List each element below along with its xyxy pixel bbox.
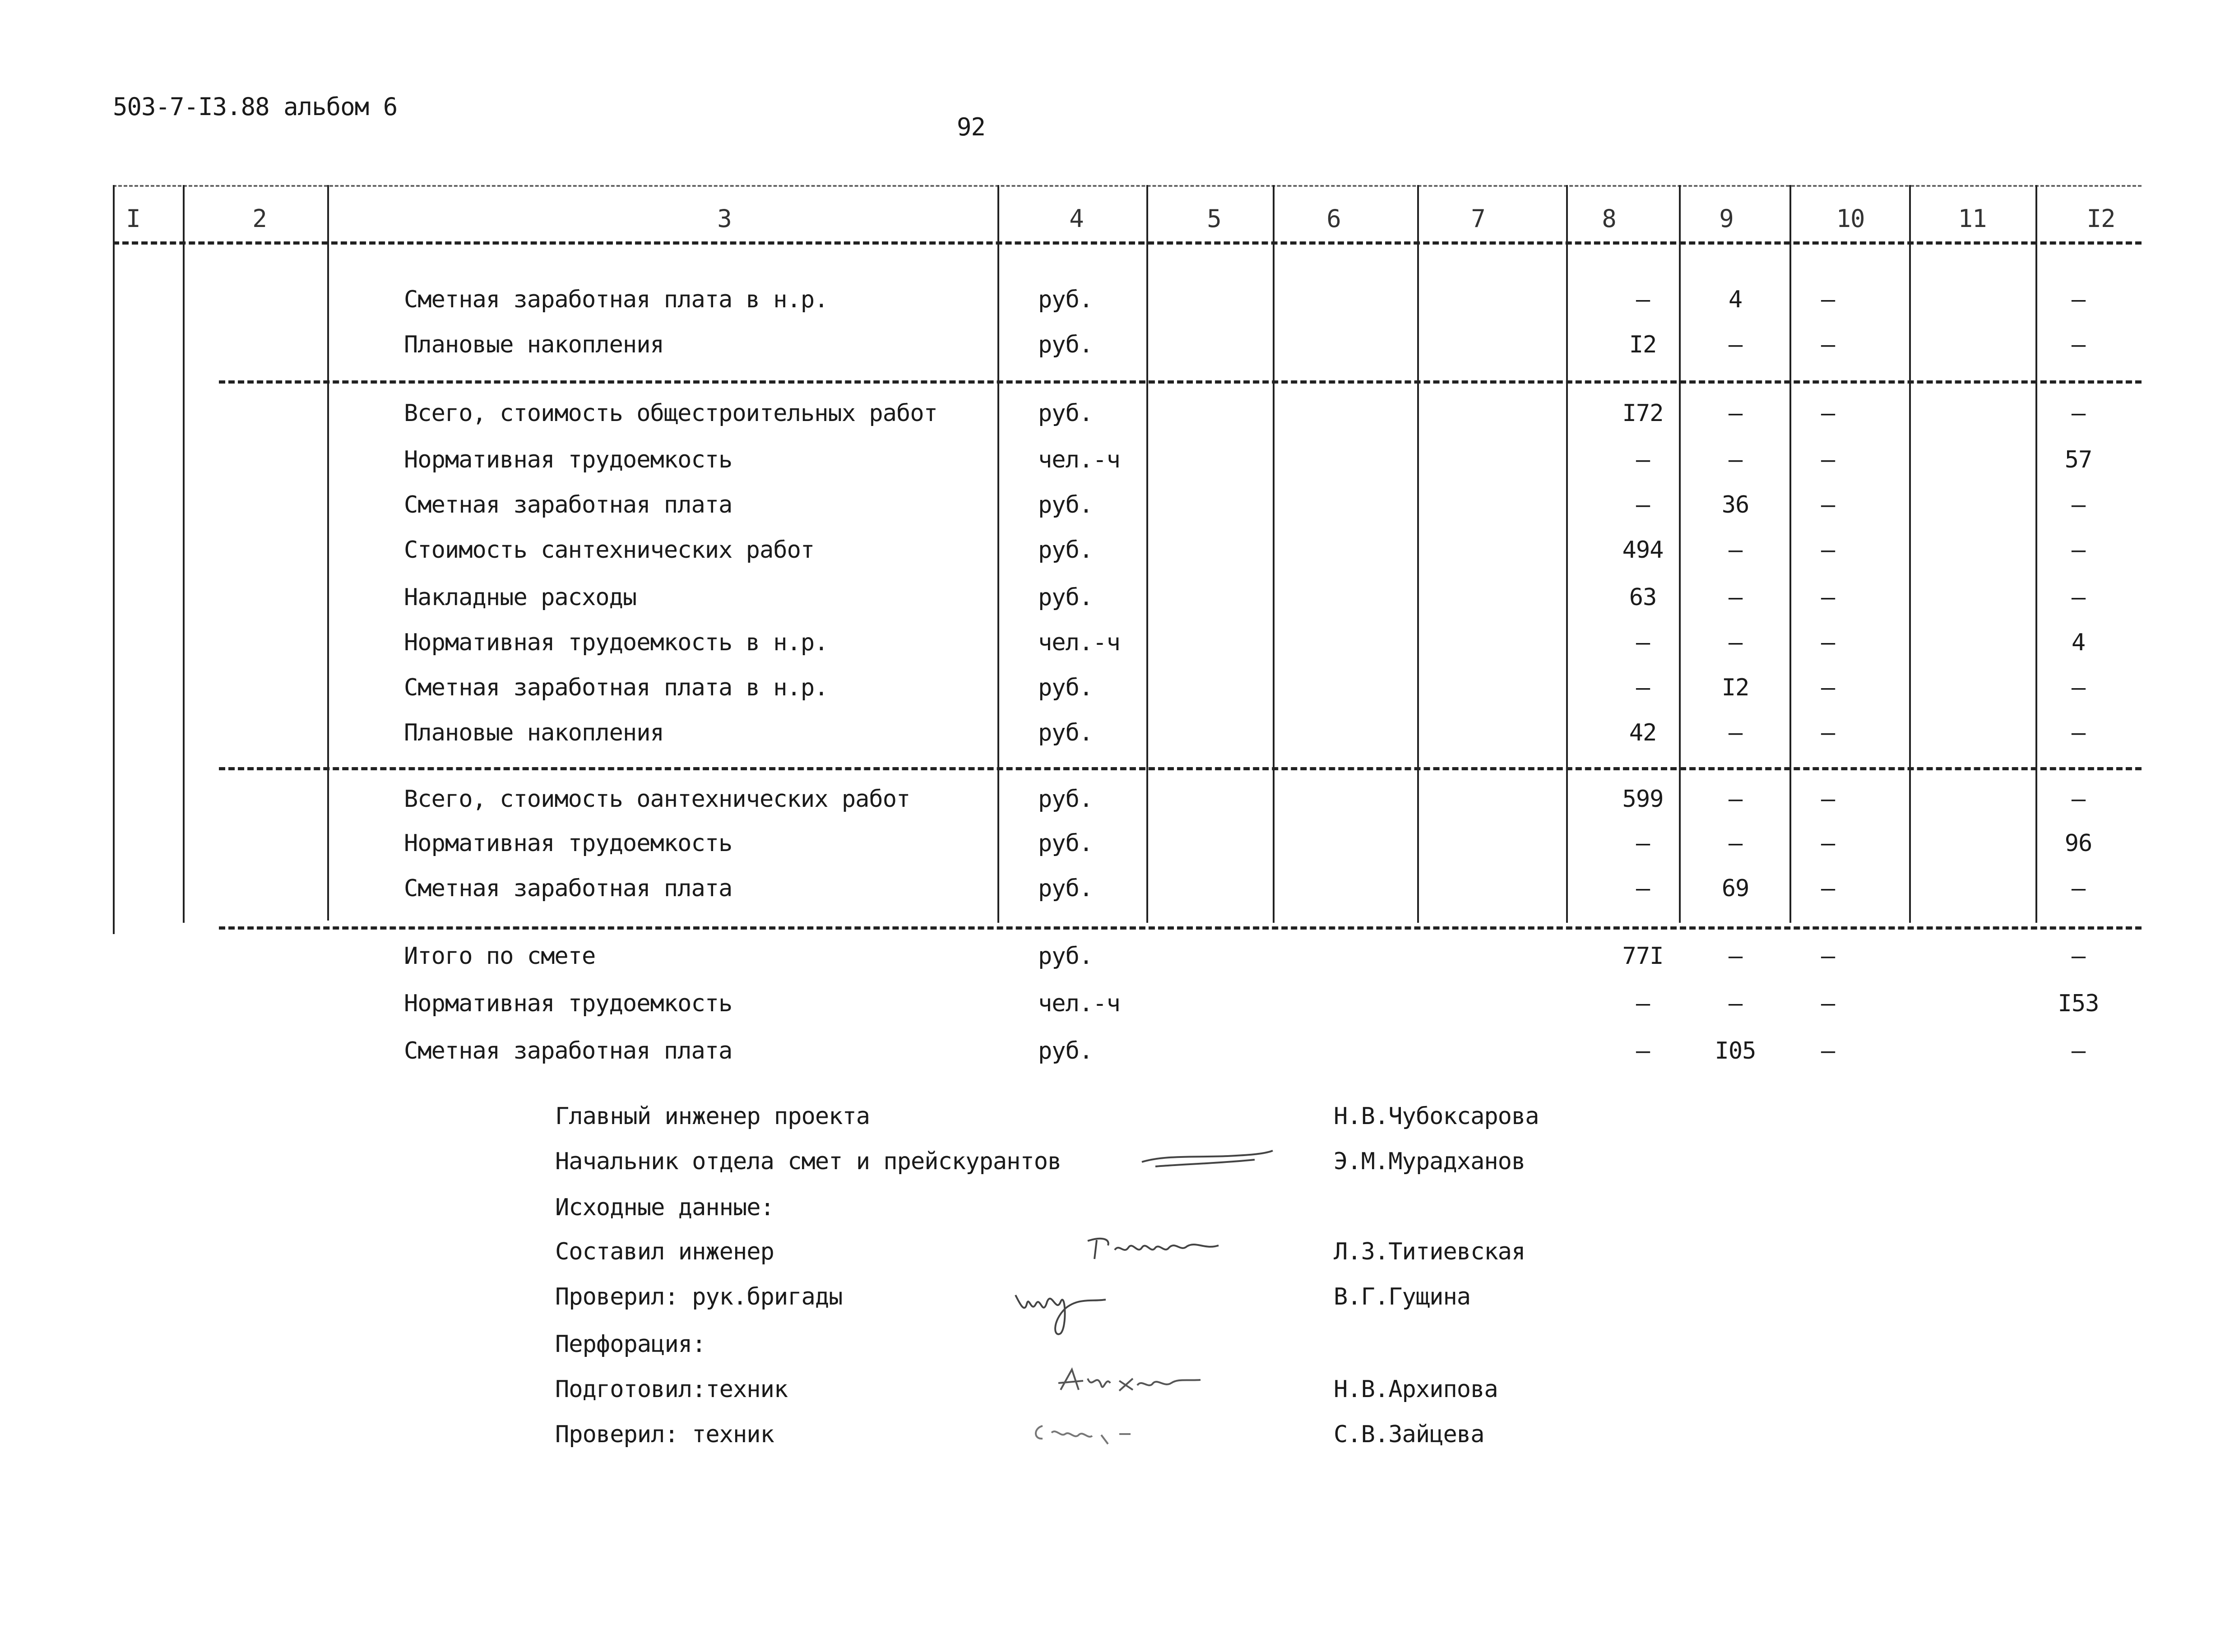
cell-col-9: – — [1728, 719, 1743, 746]
table-row — [0, 877, 2239, 908]
cell-col-8: 42 — [1629, 719, 1657, 746]
cell-col-12: – — [2071, 943, 2086, 970]
handwritten-signature — [1011, 1277, 1119, 1340]
table-row — [0, 631, 2239, 662]
cell-col-9: – — [1728, 446, 1743, 473]
row-name: Сметная заработная плата — [404, 875, 732, 902]
signature-name: Н.В.Архипова — [1334, 1376, 1498, 1403]
cell-col-8: – — [1636, 875, 1650, 902]
table-row — [0, 448, 2239, 480]
cell-col-12: 96 — [2064, 830, 2092, 857]
page-number: 92 — [957, 113, 986, 141]
cell-col-8: – — [1636, 446, 1650, 473]
row-name: Сметная заработная плата — [404, 1037, 732, 1064]
row-name: Сметная заработная плата в н.р. — [404, 674, 828, 701]
cell-col-10: – — [1821, 400, 1835, 427]
cell-col-9: – — [1728, 584, 1743, 611]
column-number-8: 8 — [1602, 204, 1616, 233]
header-separator — [113, 241, 2142, 245]
signature-name: С.В.Зайцева — [1334, 1421, 1484, 1448]
row-unit: руб. — [1038, 786, 1093, 813]
table-row — [0, 493, 2239, 525]
handwritten-signature — [1029, 1417, 1137, 1448]
cell-col-9: I2 — [1721, 674, 1749, 701]
table-row — [0, 288, 2239, 319]
row-unit: руб. — [1038, 537, 1093, 564]
cell-col-10: – — [1821, 537, 1835, 564]
column-number-2: 2 — [252, 204, 267, 233]
cell-col-8: 599 — [1622, 786, 1664, 813]
cell-col-12: – — [2071, 491, 2086, 518]
table-row — [0, 787, 2239, 819]
column-number-12: I2 — [2086, 204, 2115, 233]
signature-name: Н.В.Чубоксарова — [1334, 1103, 1539, 1130]
cell-col-8: – — [1636, 629, 1650, 656]
cell-col-9: – — [1728, 537, 1743, 564]
row-name: Плановые накопления — [404, 331, 664, 358]
cell-col-12: – — [2071, 786, 2086, 813]
cell-col-10: – — [1821, 719, 1835, 746]
cell-col-10: – — [1821, 629, 1835, 656]
cell-col-12: – — [2071, 537, 2086, 564]
row-name: Нормативная трудоемкость — [404, 830, 732, 857]
row-unit: руб. — [1038, 331, 1093, 358]
cell-col-9: I05 — [1715, 1037, 1756, 1064]
cell-col-9: – — [1728, 629, 1743, 656]
row-name: Сметная заработная плата — [404, 491, 732, 518]
cell-col-8: – — [1636, 990, 1650, 1017]
row-unit: руб. — [1038, 286, 1093, 313]
cell-col-10: – — [1821, 943, 1835, 970]
signature-label: Проверил: техник — [555, 1421, 774, 1448]
cell-col-9: – — [1728, 943, 1743, 970]
signature-label: Проверил: рук.бригады — [555, 1283, 843, 1310]
row-unit: чел.-ч — [1038, 629, 1120, 656]
cell-col-9: – — [1728, 990, 1743, 1017]
column-number-1: I — [126, 204, 140, 233]
cell-col-10: – — [1821, 990, 1835, 1017]
section-separator — [219, 380, 2142, 384]
column-number-4: 4 — [1069, 204, 1084, 233]
row-unit: руб. — [1038, 875, 1093, 902]
signature-label: Перфорация: — [555, 1331, 706, 1358]
cell-col-12: 57 — [2064, 446, 2092, 473]
cell-col-10: – — [1821, 1037, 1835, 1064]
row-unit: руб. — [1038, 719, 1093, 746]
section-separator — [219, 926, 2142, 930]
signature-label: Составил инженер — [555, 1238, 774, 1265]
handwritten-signature — [1137, 1142, 1282, 1178]
cell-col-12: – — [2071, 875, 2086, 902]
cell-col-12: – — [2071, 286, 2086, 313]
table-row — [0, 832, 2239, 863]
column-number-7: 7 — [1471, 204, 1485, 233]
table-row — [0, 333, 2239, 365]
cell-col-12: – — [2071, 719, 2086, 746]
signature-name: Э.М.Мурадханов — [1334, 1148, 1525, 1175]
cell-col-8: I72 — [1622, 400, 1664, 427]
cell-col-10: – — [1821, 286, 1835, 313]
row-unit: руб. — [1038, 400, 1093, 427]
cell-col-8: I2 — [1629, 331, 1657, 358]
cell-col-8: – — [1636, 674, 1650, 701]
row-name: Всего, стоимость общестроительных работ — [404, 400, 937, 427]
cell-col-10: – — [1821, 830, 1835, 857]
row-name: Итого по смете — [404, 943, 596, 970]
signature-label: Начальник отдела смет и прейскурантов — [555, 1148, 1062, 1175]
cell-col-10: – — [1821, 331, 1835, 358]
row-name: Стоимость сантехнических работ — [404, 537, 815, 564]
table-row — [0, 992, 2239, 1023]
table-row — [0, 586, 2239, 617]
row-name: Накладные расходы — [404, 584, 637, 611]
cell-col-9: – — [1728, 331, 1743, 358]
cell-col-8: 77I — [1622, 943, 1664, 970]
cell-col-12: – — [2071, 400, 2086, 427]
cell-col-12: – — [2071, 584, 2086, 611]
signature-label: Главный инженер проекта — [555, 1103, 870, 1130]
cell-col-9: 69 — [1721, 875, 1749, 902]
column-number-5: 5 — [1207, 204, 1221, 233]
signature-label: Подготовил:техник — [555, 1376, 788, 1403]
column-number-11: 11 — [1958, 204, 1987, 233]
table-row — [0, 944, 2239, 976]
cell-col-10: – — [1821, 674, 1835, 701]
cell-col-8: – — [1636, 286, 1650, 313]
row-name: Всего, стоимость оантехнических работ — [404, 786, 910, 813]
column-number-6: 6 — [1326, 204, 1341, 233]
cell-col-9: 36 — [1721, 491, 1749, 518]
cell-col-9: – — [1728, 786, 1743, 813]
column-number-9: 9 — [1719, 204, 1734, 233]
row-unit: чел.-ч — [1038, 446, 1120, 473]
row-unit: руб. — [1038, 943, 1093, 970]
cell-col-12: – — [2071, 674, 2086, 701]
cell-col-12: – — [2071, 1037, 2086, 1064]
cell-col-10: – — [1821, 584, 1835, 611]
table-row — [0, 676, 2239, 708]
row-name: Сметная заработная плата в н.р. — [404, 286, 828, 313]
cell-col-8: – — [1636, 491, 1650, 518]
table-row — [0, 721, 2239, 753]
cell-col-10: – — [1821, 786, 1835, 813]
row-name: Нормативная трудоемкость — [404, 446, 732, 473]
document-code: 503-7-I3.88 альбом 6 — [113, 93, 398, 121]
cell-col-10: – — [1821, 446, 1835, 473]
cell-col-9: – — [1728, 830, 1743, 857]
cell-col-8: 494 — [1622, 537, 1664, 564]
handwritten-signature — [1083, 1227, 1232, 1268]
cell-col-10: – — [1821, 491, 1835, 518]
cell-col-8: – — [1636, 830, 1650, 857]
column-number-10: 10 — [1836, 204, 1865, 233]
row-unit: руб. — [1038, 584, 1093, 611]
handwritten-signature — [1052, 1363, 1205, 1403]
cell-col-8: – — [1636, 1037, 1650, 1064]
row-unit: руб. — [1038, 1037, 1093, 1064]
cell-col-9: 4 — [1728, 286, 1743, 313]
table-row — [0, 538, 2239, 570]
signature-name: В.Г.Гущина — [1334, 1283, 1471, 1310]
row-unit: руб. — [1038, 674, 1093, 701]
cell-col-12: I53 — [2058, 990, 2099, 1017]
signature-label: Исходные данные: — [555, 1194, 774, 1221]
row-name: Плановые накопления — [404, 719, 664, 746]
row-name: Нормативная трудоемкость — [404, 990, 732, 1017]
cell-col-12: – — [2071, 331, 2086, 358]
cell-col-9: – — [1728, 400, 1743, 427]
cell-col-10: – — [1821, 875, 1835, 902]
row-unit: чел.-ч — [1038, 990, 1120, 1017]
cell-col-12: 4 — [2071, 629, 2086, 656]
row-name: Нормативная трудоемкость в н.р. — [404, 629, 828, 656]
table-row — [0, 1039, 2239, 1071]
row-unit: руб. — [1038, 830, 1093, 857]
table-top-border — [113, 185, 2142, 187]
cell-col-8: 63 — [1629, 584, 1657, 611]
row-unit: руб. — [1038, 491, 1093, 518]
table-row — [0, 402, 2239, 433]
column-number-3: 3 — [717, 204, 732, 233]
signature-name: Л.З.Титиевская — [1334, 1238, 1525, 1265]
section-separator — [219, 767, 2142, 770]
